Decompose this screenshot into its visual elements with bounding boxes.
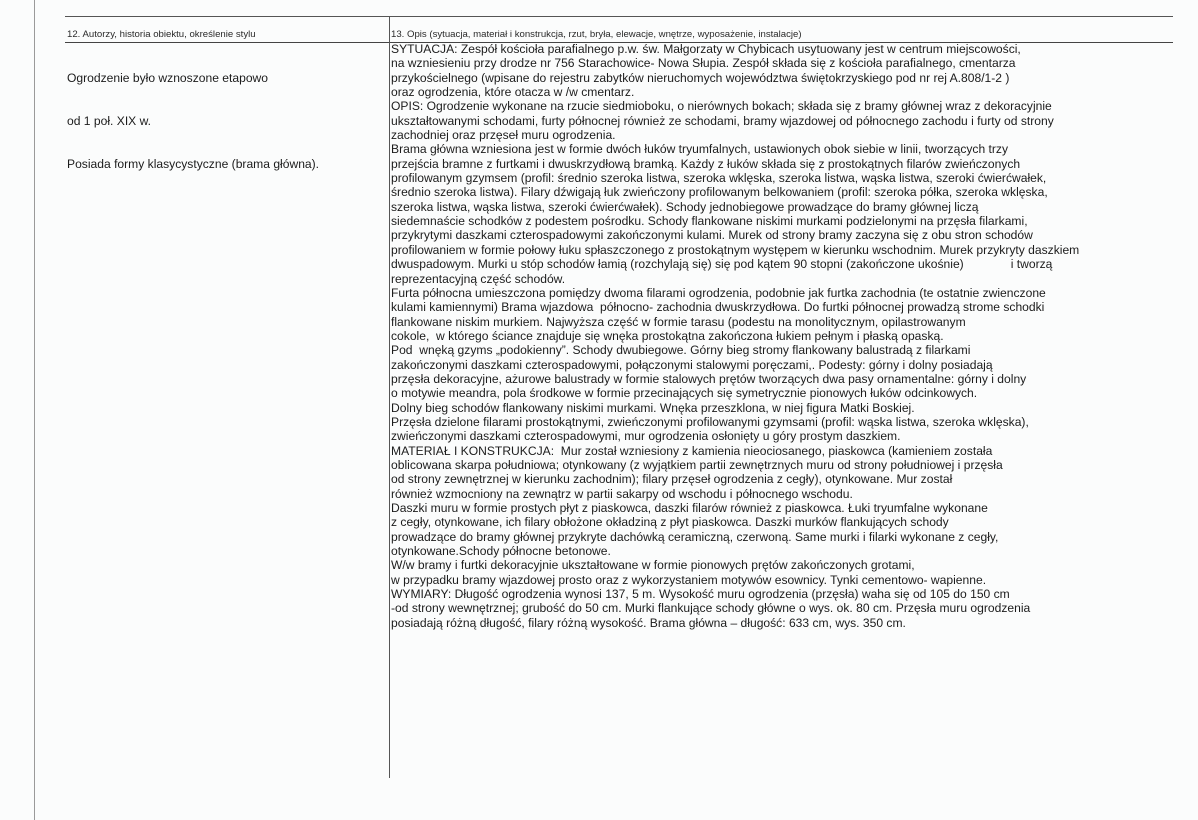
text-line: Dolny bieg schodów flankowany niskimi murkami. Wnęka przeszklona, w niej figura Matki Boskiej. <box>391 400 915 415</box>
text-line: prowadzące do bramy głównej przykryte dachówką ceramiczną, czerwoną. Same murki i filarki wykonane z cegły, <box>391 529 999 544</box>
text-line: przejścia bramne z furtkami i dwuskrzydłową bramką. Każdy z łuków składa się z prostokątnych filarów zwieńczonych <box>391 156 1021 171</box>
text-line: szeroka listwa, wąska listwa, szeroki ćwierćwałek). Schody jednobiegowe prowadzące do bramy głównej liczą <box>391 199 979 214</box>
text-line: oblicowana skarpa południowa; otynkowany (z wyjątkiem partii zewnętrznych muru od strony południowej i przęsła <box>391 457 1003 472</box>
text-line: na wzniesieniu przy drodze nr 756 Starachowice- Nowa Słupia. Zespół składa się z kościoła parafialnego, cmentarza <box>391 56 1016 71</box>
text-line: zachodniej oraz przęseł muru ogrodzenia. <box>391 128 616 143</box>
text-line: również wzmocniony na zewnątrz w partii sakarpy od wschodu i północnego wschodu. <box>391 486 853 501</box>
text-line: ukształtowanymi schodami, furty północnej również ze schodami, bramy wjazdowej od północnego zachodu i furty od strony <box>391 113 1054 128</box>
text-line: SYTUACJA: Zespół kościoła parafialnego p.w. św. Małgorzaty w Chybicach usytuowany jest w centrum miejscowości, <box>391 42 1021 56</box>
text-line: kulami kamiennymi) Brama wjazdowa północno- zachodnia dwuskrzydłowa. Do furtki północnej prowadzą strome schodki <box>391 300 1045 315</box>
section-13-column <box>391 28 1181 630</box>
text-line: siedemnaście schodków z podestem pośrodku. Schody flankowane niskimi murkami podzielonymi na przęsła filarkami, <box>391 214 1028 229</box>
text-line: profilowaniem w formie połowy łuku spłaszczonego z prostokątnym występem w kierunku wschodnim. Murek przykryty daszkiem <box>391 242 1080 257</box>
text-line: przykościelnego (wpisane do rejestru zabytków nieruchomych województwa świętokrzyskiego pod nr rej A.808/1-2 ) <box>391 70 1010 85</box>
text-line: -od strony wewnętrznej; grubość do 50 cm. Murki flankujące schody główne o wys. ok. 80 cm. Przęsła muru ogrodzenia <box>391 601 1031 616</box>
text-line: MATERIAŁ I KONSTRUKCJA: Mur został wzniesiony z kamienia nieociosanego, piaskowca (kamieniem została <box>391 443 993 458</box>
section-12-column <box>67 28 387 200</box>
text-line: reprezentacyjną część schodów. <box>391 271 566 286</box>
text-line: Brama główna wzniesiona jest w formie dwóch łuków tryumfalnych, ustawionych obok siebie w linii, tworzących trzy <box>391 142 1009 157</box>
section-13-text <box>391 42 1181 630</box>
text-line: od 1 poł. XIX w. <box>67 113 152 128</box>
column-divider <box>389 16 390 778</box>
text-line: w przypadku bramy wjazdowej prosto oraz z wykorzystaniem motywów esownicy. Tynki cementowo- wapienne. <box>391 572 987 587</box>
text-line: zwieńczonymi daszkami czterospadowymi, mur ogrodzenia osłonięty u góry prostym daszkiem. <box>391 429 901 444</box>
text-line: Pod wnęką gzyms „podokienny”. Schody dwubiegowe. Górny bieg stromy flankowany balustradą z filarkami <box>391 343 971 358</box>
text-line: od strony zewnętrznej w kierunku zachodnim); filary przęseł ogrodzenia z cegły), otynkowane. Mur został <box>391 472 953 487</box>
table-top-border <box>65 16 1173 17</box>
text-line: WYMIARY: Długość ogrodzenia wynosi 137, 5 m. Wysokość muru ogrodzenia (przęsła) waha się od 105 do 150 cm <box>391 587 1010 602</box>
text-line: oraz ogrodzenia, które otacza w /w cmentarz. <box>391 85 635 100</box>
text-line: przykrytymi daszkami czterospadowymi zakończonymi kulami. Murek od strony bramy zaczyna się z obu stron schodów <box>391 228 1033 243</box>
text-line: flankowane niskim murkiem. Najwyższa część w formie tarasu (podestu na monolitycznym, opilastrowanym <box>391 314 966 329</box>
text-line: Furta północna umieszczona pomiędzy dwoma filarami ogrodzenia, podobnie jak furtka zachodnia (te ostatnie zwienczone <box>391 285 1046 300</box>
text-line: cokole, w którego ściance znajduje się wnęka prostokątna zakończona łukiem pełnym i płaską opaską. <box>391 328 944 343</box>
text-line: Daszki muru w formie prostych płyt z piaskowca, daszki filarów również z piaskowca. Łuki tryumfalne wykonane <box>391 501 988 515</box>
text-line: przęsła dekoracyjne, ażurowe balustrady w formie stalowych prętów tworzących dwa pasy ornamentalne: górny i dolny <box>391 371 1027 386</box>
text-line: Przęsła dzielone filarami prostokątnymi, zwieńczonymi profilowanymi gzymsami (profil: wąska listwa, szeroka wklęska), <box>391 414 1029 429</box>
text-line: dwuspadowym. Murki u stóp schodów łamią (rozchylają się) się pod kątem 90 stopni (zakończone ukośnie) i tworzą <box>391 257 1053 272</box>
page-margin-line <box>34 0 35 820</box>
text-line: W/w bramy i furtki dekoracyjnie ukształtowane w formie pionowych prętów zakończonych grotami, <box>391 558 915 573</box>
text-line: OPIS: Ogrodzenie wykonane na rzucie siedmioboku, o nierównych bokach; składa się z bramy głównej wraz z dekoracyjnie <box>391 99 1052 114</box>
text-line: Posiada formy klasycystyczne (brama główna). <box>67 156 320 171</box>
section-12-text <box>67 42 387 200</box>
text-line: z cegły, otynkowane, ich filary obłożone okładziną z płyt piaskowca. Daszki murków flankujących schody <box>391 515 949 530</box>
text-line: zakończonymi daszkami czterospadowymi, połączonymi stalowymi poręczami,. Podesty: górny i dolny posiadają <box>391 357 993 372</box>
text-line: Ogrodzenie było wznoszone etapowo <box>67 70 269 85</box>
text-line: profilowanym gzymsem (profil: średnio szeroka listwa, szeroka wklęska, szeroka listwa, wąska listwa, szeroki ćwierćwałek, <box>391 171 1047 186</box>
section-13-label: 13. Opis (sytuacja, materiał i konstrukcja, rzut, bryła, elewacje, wnętrze, wyposażenie, instalacje) <box>391 29 802 40</box>
text-line: o motywie meandra, pola środkowe w formie przecinających się symetrycznie pionowych łuków odcinkowych. <box>391 386 978 401</box>
text-line: posiadają różną długość, filary różną wysokość. Brama główna – długość: 633 cm, wys. 350 cm. <box>391 615 906 630</box>
text-line: średnio szeroka listwa). Filary dźwigają łuk zwieńczony profilowanym belkowaniem (profil: szeroka półka, szeroka wklęska, <box>391 185 1048 200</box>
text-line: otynkowane.Schody północne betonowe. <box>391 544 611 559</box>
section-12-label: 12. Autorzy, historia obiektu, określenie stylu <box>67 29 256 40</box>
